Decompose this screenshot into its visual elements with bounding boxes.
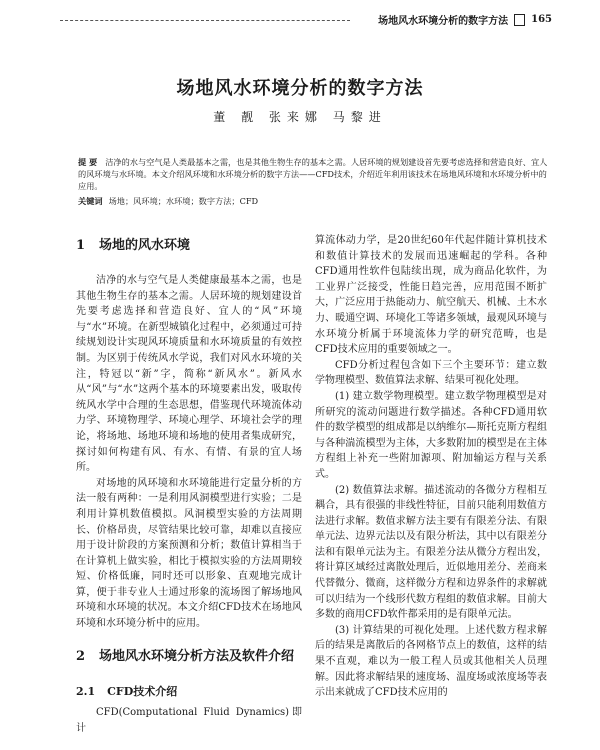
- section-2-title: 场地风水环境分析方法及软件介绍: [99, 648, 295, 664]
- section-2-heading: [76, 648, 302, 666]
- left-column: [76, 235, 302, 736]
- paragraph: 洁净的水与空气是人类健康最基本之需，也是其他生物生存的基本之需。人居环境的规划建设首先要考虑选择和营造良好、宜人的“风”环境与“水”环境。在新型城镇化过程中，必须通过可持续规划设计实现风环境质量和水环境质量的有效控制。为区别于传统风水学说，我们对风水环境的关注，特冠以“新”字，简称“新风水”。新风水从“风”与“水”这两个基本的环境要素出发，吸取传统风水学中合理的生态思想，借鉴现代环境流体动力学、环境物理学、环境心理学、环境社会学的理论，将场地、场地环境和场地的使用者集成研究，探讨如何构建有风、有水、有情、有景的宜人场所。: [76, 275, 302, 474]
- running-header: [378, 12, 552, 27]
- page-box-icon: [514, 14, 525, 26]
- section-1-title: 场地的风水环境: [99, 238, 191, 253]
- right-column: [315, 233, 547, 701]
- section-1-heading: [76, 237, 302, 255]
- keywords-text: 场地；风环境；水环境；数字方法；CFD: [108, 196, 259, 206]
- section-1-number: 1: [76, 238, 86, 253]
- paragraph: (1) 建立数学物理模型。建立数学物理模型是对所研究的流动问题进行数学描述。各种CFD通用软件的数学模型的组成都是以纳维尔—斯托克斯方程组与各种湍流模型为主体，大多数附加的模型是在主体方程组上补充一些附加源项、附加输运方程与关系式。: [315, 390, 547, 480]
- paragraph: 对场地的风环境和水环境能进行定量分析的方法一般有两种：一是利用风洞模型进行实验；二是利用计算机数值模拟。风洞模型实验的方法周期长、价格昂贵，尽管结果比较可靠，却难以直接应用于设计阶段的方案预测和分析；数值计算相当于在计算机上做实验，相比于模拟实验的方法周期较短、价格低廉，同时还可以形象、直观地完成计算，便于非专业人士通过形象的流场图了解场地风环境和水环境的状况。本文介绍CFD技术在场地风环境和水环境分析中的应用。: [76, 477, 302, 630]
- paragraph: (2) 数值算法求解。描述流动的各微分方程相互耦合，具有很强的非线性特征，目前只能利用数值方法进行求解。数值求解方法主要有有限差分法、有限单元法、边界元法以及有限分析法，其中以有限差分法和有限单元法为主。有限差分法从微分方程出发，将计算区域经过离散处理后，近似地用差分、差商来代替微分、微商，这样微分方程和边界条件的求解就可以归结为一个线形代数方程组的数值求解。目前大多数的商用CFD软件都采用的是有限单元法。: [315, 484, 547, 621]
- abstract-text: 洁净的水与空气是人类最基本之需，也是其他生物生存的基本之需。人居环境的规划建设首先要考虑选择和营造良好、宜人的风环境与水环境。本文介绍风环境和水环境分析的数字方法——CFD技术，介绍近年利用该技术在场地风环境和水环境分析中的应用。: [78, 157, 548, 191]
- subsection-title: CFD技术介绍: [107, 684, 178, 698]
- page-number: 165: [531, 14, 552, 25]
- header-dashed-rule: [60, 20, 350, 21]
- paragraph: (3) 计算结果的可视化处理。上述代数方程求解后的结果是离散后的各网格节点上的数值，这样的结果不直观，难以为一般工程人员或其他相关人员理解。因此将求解结果的速度场、温度场或浓度场等表示出来就成了CFD技术应用的: [315, 624, 547, 699]
- keywords-label: 关键词: [78, 196, 103, 206]
- article-authors: 董 靓 张来娜 马黎进: [213, 110, 387, 124]
- running-title: 场地风水环境分析的数字方法: [378, 16, 509, 27]
- paragraph: CFD分析过程包含如下三个主要环节：建立数学物理模型、数值算法求解、结果可视化处理。: [315, 359, 547, 387]
- article-title: 场地风水环境分析的数字方法: [176, 78, 424, 99]
- abstract: [78, 156, 548, 192]
- subsection-number: 2.1: [76, 684, 96, 698]
- section-2-number: 2: [76, 648, 86, 664]
- abstract-label: 提 要: [78, 157, 98, 167]
- keywords: [78, 196, 548, 207]
- paragraph: 算流体动力学，是20世纪60年代起伴随计算机技术和数值计算技术的发展而迅速崛起的学科。各种CFD通用性软件包陆续出现，成为商品化软件，为工业界广泛接受，性能日趋完善，应用范围不断扩大，广泛应用于热能动力、航空航天、机械、土木水力、暖通空调、环境化工等诸多领域，最观风环境与水环境分析属于环境流体力学的研究范畴，也是CFD技术应用的重要领域之一。: [315, 235, 547, 356]
- subsection-2-1-heading: [76, 684, 302, 700]
- paragraph: CFD(Computational Fluid Dynamics)即计: [76, 707, 302, 734]
